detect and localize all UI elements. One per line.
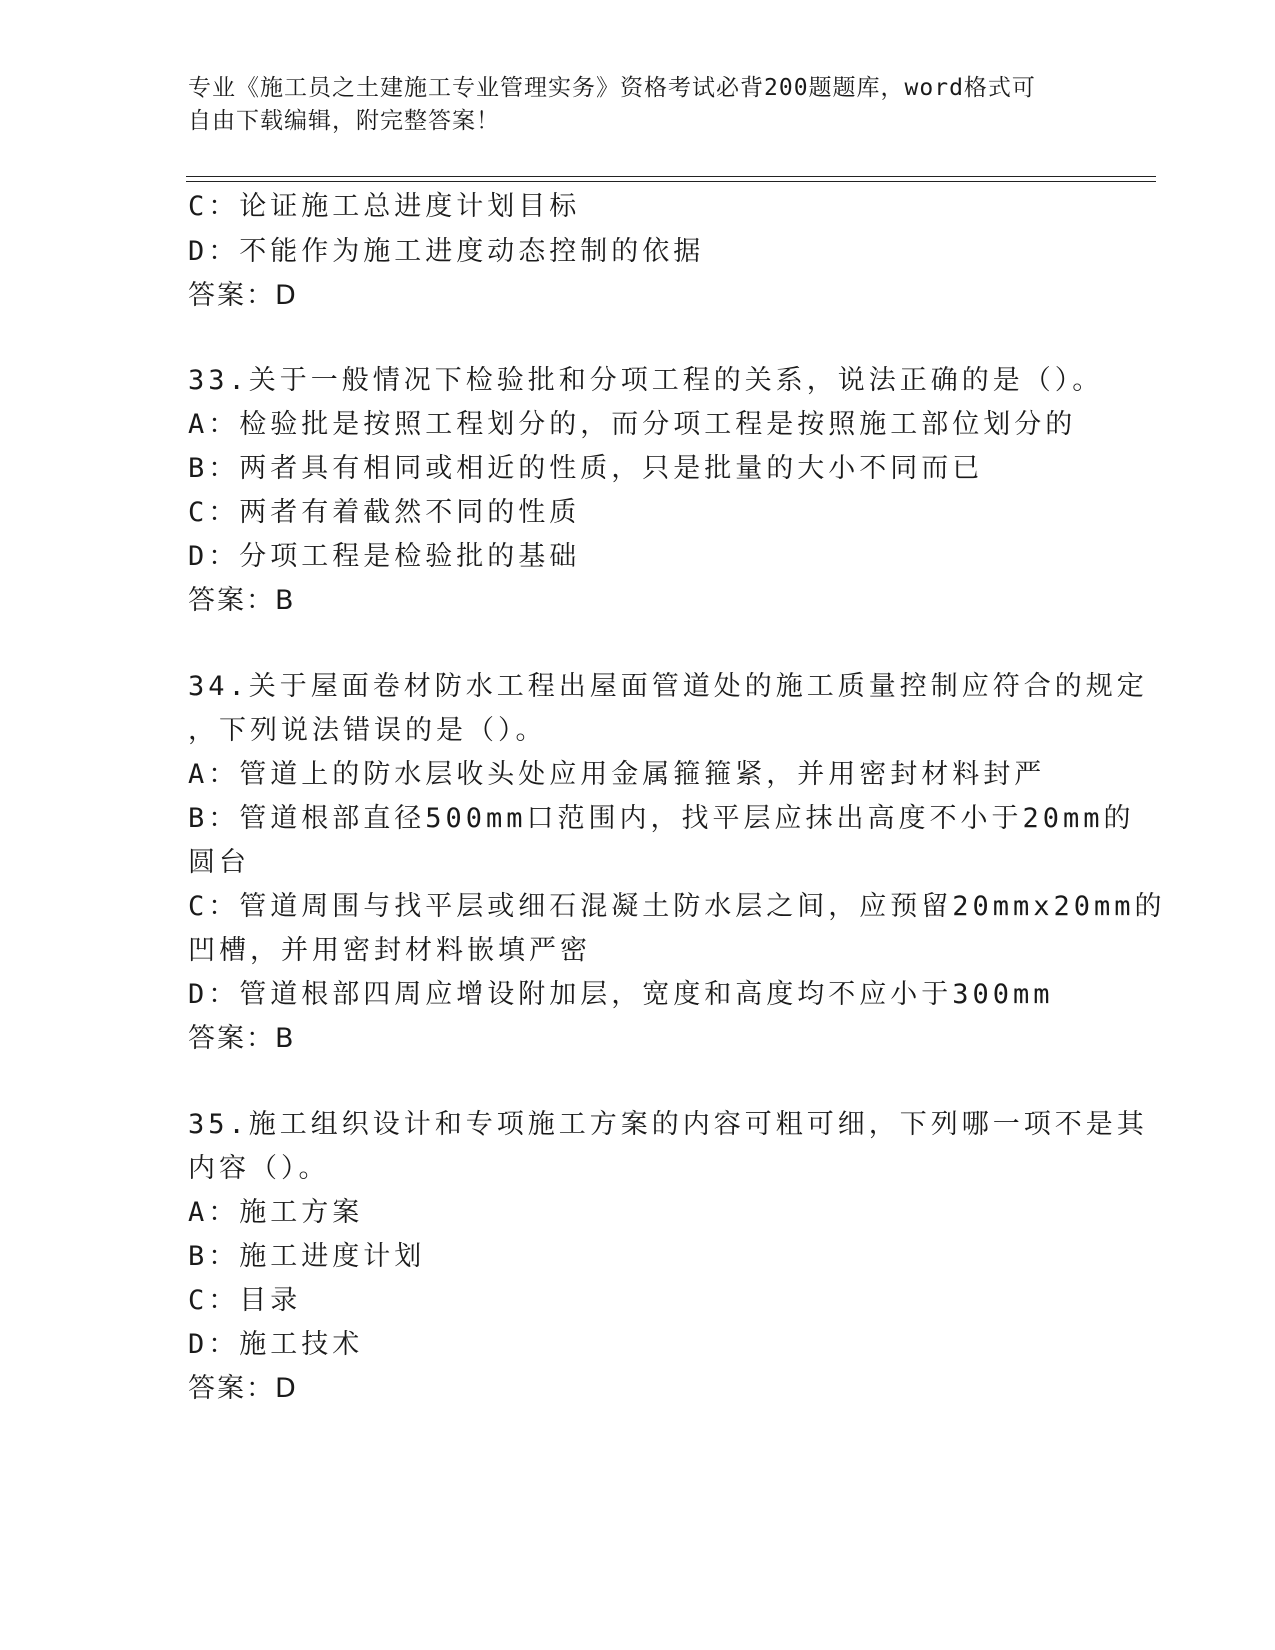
option-d: D：施工技术 (188, 1329, 364, 1360)
question-stem: 34.关于屋面卷材防水工程出屋面管道处的施工质量控制应符合的规定 (188, 671, 1148, 702)
option-c: C：管道周围与找平层或细石混凝土防水层之间，应预留20mmx20mm的 (188, 891, 1166, 922)
header-line: 自由下载编辑，附完整答案！ (188, 108, 500, 134)
question-stem: 35.施工组织设计和专项施工方案的内容可粗可细，下列哪一项不是其 (188, 1109, 1148, 1140)
option-d: D：不能作为施工进度动态控制的依据 (188, 236, 705, 267)
header-line: 专业《施工员之土建施工专业管理实务》资格考试必背200题题库，word格式可 (188, 75, 1036, 101)
answer: 答案：D (188, 280, 298, 311)
option-b-cont: 圆台 (188, 847, 250, 878)
question-stem: 内容（）。 (188, 1153, 330, 1184)
option-b: B：两者具有相同或相近的性质，只是批量的大小不同而已 (188, 453, 984, 484)
option-b: B：施工进度计划 (188, 1241, 426, 1272)
option-a: A：施工方案 (188, 1197, 364, 1228)
answer: 答案：B (188, 1023, 296, 1054)
page-header (188, 72, 1068, 138)
option-a: A：检验批是按照工程划分的，而分项工程是按照施工部位划分的 (188, 409, 1077, 440)
option-c: C：目录 (188, 1285, 302, 1316)
option-d: D：管道根部四周应增设附加层，宽度和高度均不应小于300mm (188, 979, 1054, 1010)
option-d: D：分项工程是检验批的基础 (188, 541, 581, 572)
option-b: B：管道根部直径500mm口范围内，找平层应抹出高度不小于20mm的 (188, 803, 1135, 834)
header-divider (186, 181, 1156, 182)
header-divider (186, 176, 1156, 177)
option-c: C：论证施工总进度计划目标 (188, 191, 581, 222)
answer: 答案：B (188, 585, 296, 616)
question-stem: 33.关于一般情况下检验批和分项工程的关系，说法正确的是（）。 (188, 365, 1104, 396)
option-c: C：两者有着截然不同的性质 (188, 497, 581, 528)
option-c-cont: 凹槽，并用密封材料嵌填严密 (188, 935, 591, 966)
option-a: A：管道上的防水层收头处应用金属箍箍紧，并用密封材料封严 (188, 759, 1046, 790)
question-stem: ，下列说法错误的是（）。 (188, 715, 547, 746)
answer: 答案：D (188, 1373, 298, 1404)
